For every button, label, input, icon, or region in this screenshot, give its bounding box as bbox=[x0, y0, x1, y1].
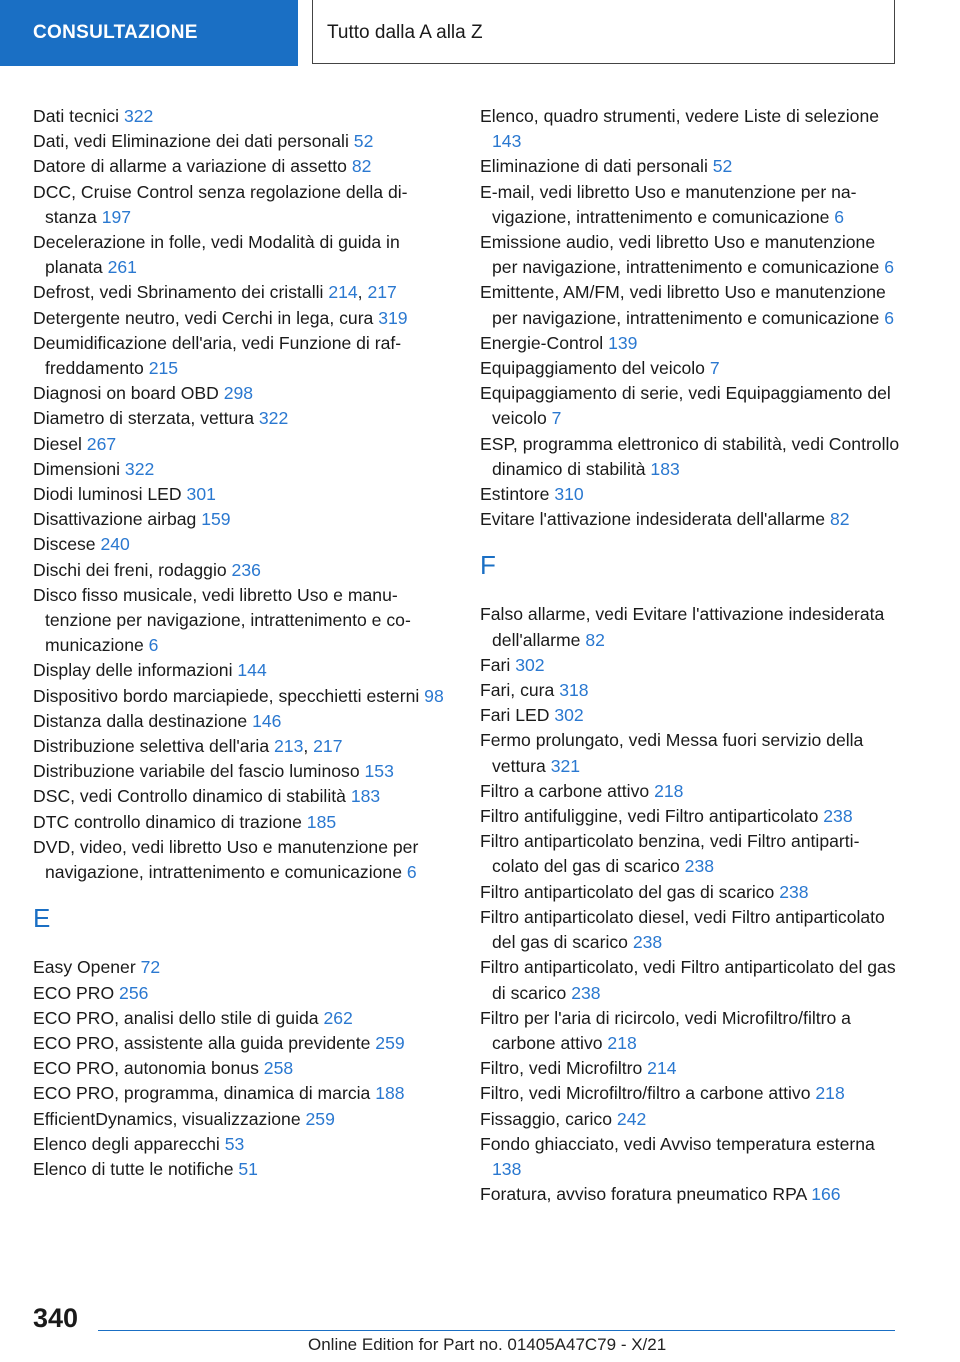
page-reference-link[interactable]: 98 bbox=[424, 685, 444, 706]
page-reference-link[interactable]: 143 bbox=[492, 131, 522, 152]
chapter-title: Tutto dalla A alla Z bbox=[312, 0, 895, 64]
index-entry-term: Equipaggiamento di serie, vedi Equipaggiamento del veicolo bbox=[480, 383, 891, 429]
index-entry-term: Filtro antiparticolato diesel, vedi Filtro antiparticolato del gas di scarico bbox=[480, 906, 885, 953]
index-entry-term: E-mail, vedi libretto Uso e manutenzione per navigazione, intrattenimento e comunicazione bbox=[480, 181, 857, 227]
index-entry bbox=[33, 1081, 453, 1106]
index-entry bbox=[33, 1132, 453, 1157]
index-entry bbox=[480, 331, 900, 356]
page-reference-link[interactable]: 53 bbox=[224, 1133, 245, 1154]
index-entry-term: Fari LED bbox=[480, 705, 555, 726]
page-reference-link[interactable]: 240 bbox=[100, 534, 130, 555]
index-entry-term: Deumidificazione dell'aria, vedi Funzione di raffreddamento bbox=[33, 332, 402, 379]
index-entry-term: Diodi luminosi LED bbox=[33, 484, 187, 505]
edition-footer: Online Edition for Part no. 01405A47C79 - X/21 bbox=[308, 1335, 667, 1354]
page-reference-link[interactable]: 215 bbox=[148, 358, 179, 379]
index-entry bbox=[33, 759, 453, 784]
index-entry-term: Foratura, avviso foratura pneumatico RPA bbox=[480, 1184, 812, 1205]
index-entry bbox=[33, 230, 453, 280]
index-entry bbox=[480, 678, 900, 703]
index-entry-term: Distribuzione selettiva dell'aria bbox=[33, 736, 274, 757]
page-reference-link[interactable]: 238 bbox=[632, 932, 663, 953]
page-reference-link[interactable]: 213 bbox=[274, 736, 304, 757]
index-entry bbox=[33, 507, 453, 532]
index-entry bbox=[33, 684, 453, 709]
page-reference-link[interactable]: 6 bbox=[834, 206, 845, 227]
index-entry-term: Fari, cura bbox=[480, 680, 560, 701]
page-reference-link[interactable]: 238 bbox=[684, 856, 715, 877]
index-entry-term: Emittente, AM/FM, vedi libretto Uso e manutenzione per navigazione, intrattenimento e comunicazione bbox=[480, 282, 886, 328]
page-reference-link[interactable]: 214 bbox=[647, 1058, 677, 1079]
index-entry-term: ECO PRO bbox=[33, 982, 120, 1003]
index-entry bbox=[480, 230, 900, 280]
index-entry-term: Datore di allarme a variazione di assetto bbox=[33, 156, 352, 177]
index-entry-term: Estintore bbox=[480, 484, 555, 505]
index-entry-term: Distanza dalla destinazione bbox=[33, 710, 253, 731]
page-reference-link[interactable]: 261 bbox=[107, 257, 137, 278]
index-entry bbox=[480, 1107, 900, 1132]
index-entry bbox=[480, 779, 900, 804]
index-entry-term: Diametro di sterzata, vettura bbox=[33, 408, 259, 429]
index-entry bbox=[480, 381, 900, 431]
index-entry bbox=[33, 331, 453, 381]
index-entry bbox=[33, 835, 453, 885]
index-entry bbox=[480, 154, 900, 179]
index-entry bbox=[480, 880, 900, 905]
page-reference-link[interactable]: 259 bbox=[375, 1032, 405, 1053]
index-entry-term: Detergente neutro, vedi Cerchi in lega, cura bbox=[33, 307, 379, 328]
index-entry-term: Elenco, quadro strumenti, vedere Liste di selezione bbox=[480, 106, 880, 126]
page-reference-link[interactable]: 185 bbox=[306, 811, 337, 832]
index-entry bbox=[33, 482, 453, 507]
index-entry-term: Filtro antiparticolato benzina, vedi Filtro antiparticolato del gas di scarico bbox=[480, 831, 860, 877]
index-entry bbox=[33, 180, 453, 230]
index-entry-term: Dati tecnici bbox=[33, 106, 124, 126]
page-reference-link[interactable]: 82 bbox=[585, 629, 605, 650]
page-reference-link[interactable]: 322 bbox=[124, 458, 155, 479]
index-entry-term: Defrost, vedi Sbrinamento dei cristalli bbox=[33, 282, 329, 303]
page-reference-link[interactable]: 188 bbox=[375, 1083, 405, 1104]
page-reference-link[interactable]: 197 bbox=[101, 206, 132, 227]
page-reference-link[interactable]: 298 bbox=[223, 383, 254, 404]
index-entry-term: DSC, vedi Controllo dinamico di stabilità bbox=[33, 786, 351, 807]
index-letter-heading: E bbox=[33, 903, 51, 934]
page-reference-link[interactable]: 52 bbox=[353, 131, 374, 152]
index-entry-term: Fari bbox=[480, 654, 516, 675]
index-entry: Defrost, vedi Sbrinamento dei cristalli 214, 217 bbox=[33, 282, 397, 303]
index-entry bbox=[33, 1157, 453, 1182]
index-entry bbox=[480, 1182, 900, 1207]
index-letter-heading: F bbox=[480, 550, 496, 581]
index-entry-term: Dimensioni bbox=[33, 458, 125, 479]
index-entry-term: Elenco degli apparecchi bbox=[33, 1133, 225, 1154]
index-entry bbox=[480, 905, 900, 955]
index-entry-term: ECO PRO, autonomia bonus bbox=[33, 1058, 264, 1079]
index-entry-term: ECO PRO, programma, dinamica di marcia bbox=[33, 1083, 376, 1104]
index-entry bbox=[33, 558, 453, 583]
index-entry-term: Discese bbox=[33, 534, 101, 555]
page-reference-link[interactable]: 262 bbox=[323, 1007, 353, 1028]
page-reference-link[interactable]: 52 bbox=[712, 156, 733, 177]
index-entry bbox=[480, 1132, 900, 1182]
index-entry bbox=[480, 653, 900, 678]
index-entry bbox=[480, 1006, 900, 1056]
index-entry bbox=[33, 1056, 453, 1081]
page-reference-link[interactable]: 183 bbox=[350, 786, 381, 807]
index-entry bbox=[480, 507, 900, 532]
index-entry bbox=[480, 104, 900, 154]
index-entry-term: Decelerazione in folle, vedi Modalità di guida in planata bbox=[33, 232, 400, 278]
index-entry-term: Diesel bbox=[33, 433, 87, 454]
index-entry bbox=[33, 532, 453, 557]
page-reference-link[interactable]: 138 bbox=[492, 1158, 522, 1179]
index-entry bbox=[33, 955, 453, 980]
index-entry bbox=[33, 104, 453, 129]
page-reference-link[interactable]: 236 bbox=[231, 559, 261, 580]
index-entry-term: Filtro antiparticolato, vedi Filtro antiparticolato del gas di scarico bbox=[480, 957, 896, 1003]
index-entry bbox=[33, 457, 453, 482]
index-entry bbox=[33, 1006, 453, 1031]
index-entry-term: Fermo prolungato, vedi Messa fuori servizio della vettura bbox=[480, 730, 864, 776]
index-entry bbox=[33, 1107, 453, 1132]
index-entry bbox=[480, 955, 900, 1005]
page-header bbox=[0, 0, 960, 66]
page-reference-link[interactable]: 242 bbox=[616, 1108, 647, 1129]
page-reference-link[interactable]: 267 bbox=[86, 433, 117, 454]
index-entry-term: Fondo ghiacciato, vedi Avviso temperatura esterna bbox=[480, 1133, 875, 1154]
index-entry-term: Disco fisso musicale, vedi libretto Uso e manutenzione per navigazione, intrattenimento e comunicazione bbox=[33, 584, 411, 656]
index-entry-term: ESP, programma elettronico di stabilità, vedi Controllo dinamico di stabilità bbox=[480, 433, 900, 479]
index-entry bbox=[480, 356, 900, 381]
index-entry bbox=[33, 583, 453, 659]
index-entry-term: Elenco di tutte le notifiche bbox=[33, 1158, 239, 1179]
index-entry bbox=[33, 306, 453, 331]
index-entry-term: Dispositivo bordo marciapiede, specchietti esterni bbox=[33, 685, 425, 706]
index-entry bbox=[480, 432, 900, 482]
index-entry-term: Filtro a carbone attivo bbox=[480, 780, 655, 801]
index-entry bbox=[480, 728, 900, 778]
page-reference-link[interactable]: 218 bbox=[815, 1083, 845, 1104]
index-entry-term: Filtro, vedi Microfiltro bbox=[480, 1058, 648, 1079]
page-reference-link[interactable]: 318 bbox=[559, 680, 589, 701]
index-entry-term: Eliminazione di dati personali bbox=[480, 156, 713, 177]
index-entry bbox=[480, 180, 900, 230]
page-reference-link[interactable]: 238 bbox=[779, 881, 809, 902]
index-entry bbox=[33, 1031, 453, 1056]
index-entry-term: DCC, Cruise Control senza regolazione della distanza bbox=[33, 181, 408, 227]
page-reference-link[interactable]: 82 bbox=[351, 156, 372, 177]
page-reference-link[interactable]: 183 bbox=[650, 458, 680, 479]
index-entry bbox=[33, 154, 453, 179]
index-entry-term: Dati, vedi Eliminazione dei dati personali bbox=[33, 131, 354, 152]
footer-divider bbox=[98, 1330, 895, 1331]
page-reference-link[interactable]: 321 bbox=[550, 755, 581, 776]
index-column-right bbox=[480, 104, 900, 1207]
page-reference-link[interactable]: 82 bbox=[829, 509, 850, 530]
page-reference-link[interactable]: 238 bbox=[823, 806, 853, 827]
page-reference-link[interactable]: 51 bbox=[238, 1158, 258, 1179]
page-reference-link[interactable]: 310 bbox=[554, 484, 584, 505]
index-entry bbox=[33, 432, 453, 457]
index-entry-term: Easy Opener bbox=[33, 957, 141, 978]
index-entry bbox=[33, 406, 453, 431]
index-entry-term: Dischi dei freni, rodaggio bbox=[33, 559, 232, 580]
page-reference-link[interactable]: 7 bbox=[709, 358, 720, 379]
index-entry-term: Filtro antifuliggine, vedi Filtro antiparticolato bbox=[480, 806, 824, 827]
index-entry-term: ECO PRO, analisi dello stile di guida bbox=[33, 1007, 324, 1028]
index-entry-term: Diagnosi on board OBD bbox=[33, 383, 224, 404]
index-entry bbox=[33, 981, 453, 1006]
page-reference-link[interactable]: 302 bbox=[515, 654, 545, 675]
index-entry-term: Equipaggiamento del veicolo bbox=[480, 358, 710, 379]
index-entry: Distribuzione selettiva dell'aria 213, 217 bbox=[33, 736, 343, 757]
index-entry-term: Distribuzione variabile del fascio luminoso bbox=[33, 761, 365, 782]
page-reference-link[interactable]: 301 bbox=[186, 484, 216, 505]
page-reference-link[interactable]: 256 bbox=[119, 982, 149, 1003]
page-reference-link[interactable]: 6 bbox=[406, 862, 417, 883]
index-entry-term: Filtro antiparticolato del gas di scarico bbox=[480, 881, 780, 902]
page-reference-link[interactable]: 6 bbox=[148, 635, 159, 656]
page-reference-link[interactable]: 153 bbox=[364, 761, 394, 782]
page-reference-link[interactable]: 258 bbox=[263, 1058, 294, 1079]
index-entry-term: Disattivazione airbag bbox=[33, 509, 202, 530]
index-entry bbox=[33, 709, 453, 734]
index-entry bbox=[480, 280, 900, 330]
page-reference-link[interactable]: 322 bbox=[123, 106, 154, 126]
page-reference-link[interactable]: 146 bbox=[252, 710, 282, 731]
page-reference-link[interactable]: 139 bbox=[608, 332, 638, 353]
page-reference-link[interactable]: 319 bbox=[378, 307, 408, 328]
section-tab[interactable]: CONSULTAZIONE bbox=[0, 0, 298, 66]
page-reference-link[interactable]: 72 bbox=[140, 957, 161, 978]
index-entry-term: Emissione audio, vedi libretto Uso e manutenzione per navigazione, intrattenimento e comunicazione bbox=[480, 232, 885, 278]
page-reference-link[interactable]: 322 bbox=[258, 408, 289, 429]
index-entry bbox=[480, 1056, 900, 1081]
index-entry bbox=[33, 129, 453, 154]
index-entry bbox=[480, 602, 900, 652]
index-entry bbox=[480, 482, 900, 507]
index-entry-term: Filtro, vedi Microfiltro/filtro a carbone attivo bbox=[480, 1083, 816, 1104]
page-reference-link[interactable]: 166 bbox=[811, 1184, 841, 1205]
page-reference-link[interactable]: 6 bbox=[884, 307, 894, 328]
index-entry bbox=[33, 381, 453, 406]
index-entry-term: EfficientDynamics, visualizzazione bbox=[33, 1108, 306, 1129]
page-reference-link[interactable]: 6 bbox=[884, 257, 894, 278]
index-entry bbox=[480, 829, 900, 879]
page-reference-link[interactable]: 214 bbox=[328, 282, 358, 303]
index-entry bbox=[480, 804, 900, 829]
page-reference-link[interactable]: 217 bbox=[313, 736, 343, 757]
index-column-left bbox=[33, 104, 453, 1182]
page-reference-link[interactable]: 238 bbox=[571, 982, 601, 1003]
index-entry-term: Filtro per l'aria di ricircolo, vedi Microfiltro/filtro a carbone attivo bbox=[480, 1007, 851, 1053]
page-number: 340 bbox=[33, 1303, 79, 1333]
page-reference-link[interactable]: 302 bbox=[554, 705, 584, 726]
index-entry-term: DTC controllo dinamico di trazione bbox=[33, 811, 307, 832]
page-reference-link[interactable]: 7 bbox=[551, 408, 562, 429]
index-entry bbox=[33, 810, 453, 835]
page-reference-link[interactable]: 218 bbox=[654, 780, 684, 801]
index-entry-term: DVD, video, vedi libretto Uso e manutenzione per navigazione, intrattenimento e comunicazione bbox=[33, 836, 419, 883]
index-entry bbox=[33, 658, 453, 683]
index-entry-term: Falso allarme, vedi Evitare l'attivazione indesiderata dell'allarme bbox=[480, 604, 885, 650]
index-entry-term: Display delle informazioni bbox=[33, 660, 238, 681]
index-entry-term: Evitare l'attivazione indesiderata dell'allarme bbox=[480, 509, 830, 530]
page-reference-link[interactable]: 218 bbox=[607, 1032, 637, 1053]
index-entry-term: ECO PRO, assistente alla guida previdente bbox=[33, 1032, 376, 1053]
index-entry bbox=[33, 784, 453, 809]
page-reference-link[interactable]: 217 bbox=[367, 282, 397, 303]
page-reference-link[interactable]: 144 bbox=[237, 660, 267, 681]
page-reference-link[interactable]: 259 bbox=[305, 1108, 335, 1129]
page-reference-link[interactable]: 159 bbox=[201, 509, 231, 530]
index-entry-term: Energie-Control bbox=[480, 332, 609, 353]
index-entry bbox=[480, 703, 900, 728]
index-entry-term: Fissaggio, carico bbox=[480, 1108, 617, 1129]
index-entry bbox=[480, 1081, 900, 1106]
